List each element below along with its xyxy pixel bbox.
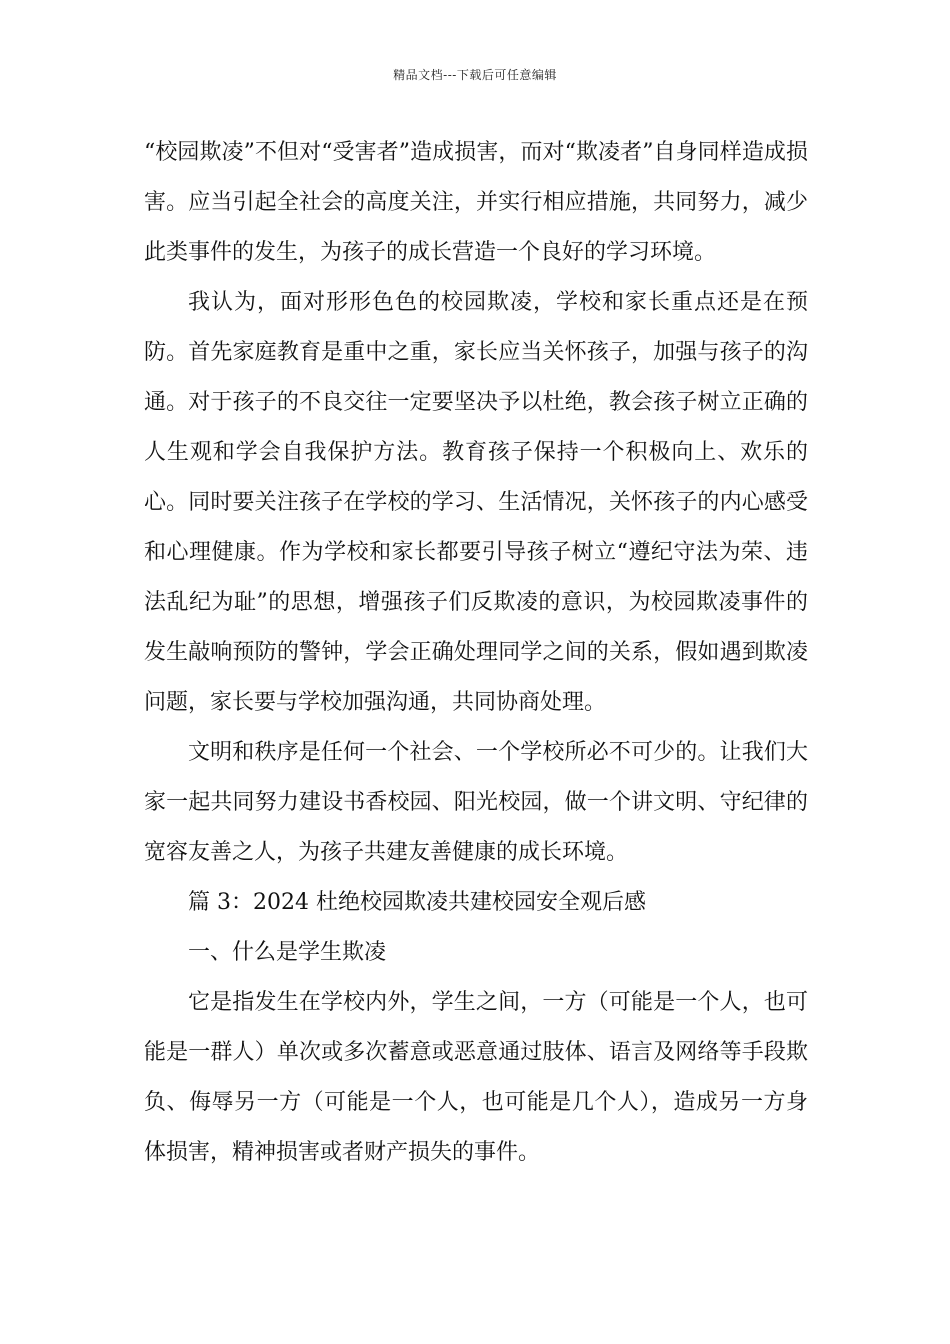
section-heading: 篇 3：2024 杜绝校园欺凌共建校园安全观后感	[188, 890, 646, 915]
paragraph-3: 文明和秩序是任何一个社会、一个学校所必不可少的。让我们大家一起共同努力建设书香校园、阳光校园，做一个讲文明、守纪律的宽容友善之人，为孩子共建友善健康的成长环境。	[144, 740, 808, 865]
subsection-heading: 一、什么是学生欺凌	[188, 940, 387, 965]
paragraph-1: “校园欺凌”不但对“受害者”造成损害，而对“欺凌者”自身同样造成损害。应当引起全社会的高度关注，并实行相应措施，共同努力，减少此类事件的发生，为孩子的成长营造一个良好的学习环境。	[144, 140, 808, 265]
paragraph-2: 我认为，面对形形色色的校园欺凌，学校和家长重点还是在预防。首先家庭教育是重中之重，家长应当关怀孩子，加强与孩子的沟通。对于孩子的不良交往一定要坚决予以杜绝，教会孩子树立正确的人生观和学会自我保护方法。教育孩子保持一个积极向上、欢乐的心。同时要关注孩子在学校的学习、生活情况，关怀孩子的内心感受和心理健康。作为学校和家长都要引导孩子树立“遵纪守法为荣、违法乱纪为耻”的思想，增强孩子们反欺凌的意识，为校园欺凌事件的发生敲响预防的警钟，学会正确处理同学之间的关系，假如遇到欺凌问题，家长要与学校加强沟通，共同协商处理。	[144, 290, 808, 715]
paragraph-4: 它是指发生在学校内外，学生之间，一方（可能是一个人，也可能是一群人）单次或多次蓄意或恶意通过肢体、语言及网络等手段欺负、侮辱另一方（可能是一个人，也可能是几个人），造成另一方身体损害，精神损害或者财产损失的事件。	[144, 990, 808, 1165]
document-body	[144, 128, 808, 1178]
page-header: 精品文档---下载后可任意编辑	[393, 68, 557, 82]
